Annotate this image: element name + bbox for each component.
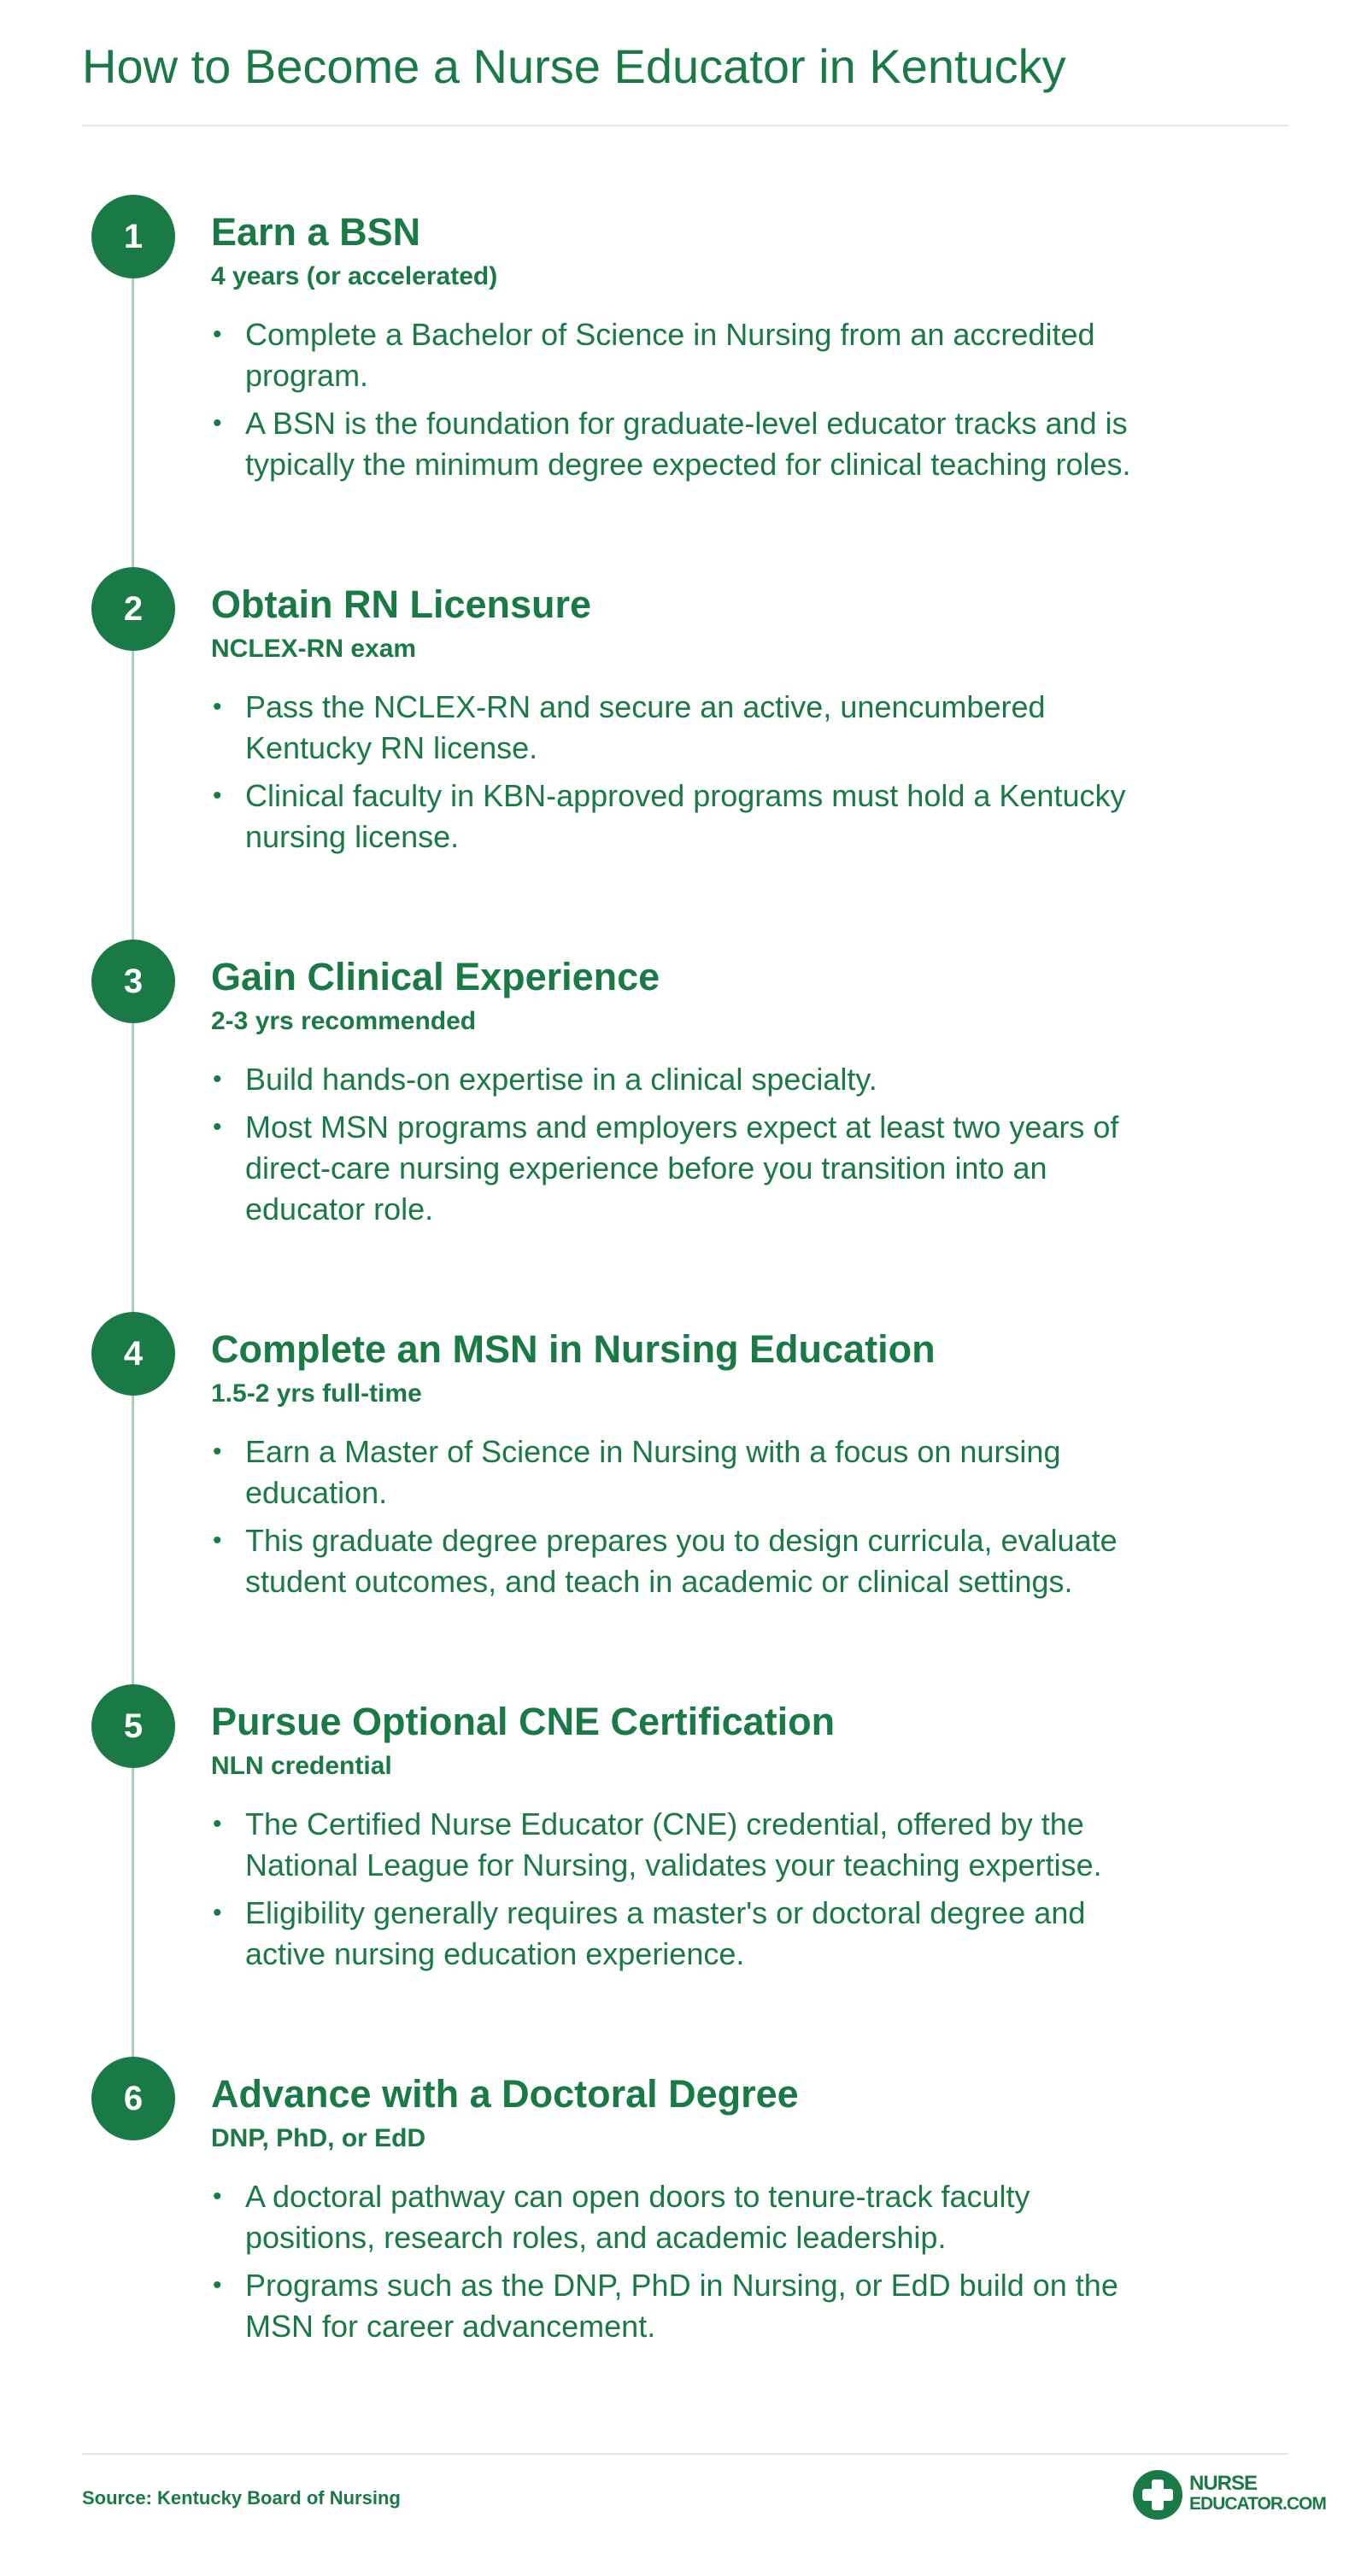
step-bullet-list xyxy=(211,314,1151,485)
bullet-icon: • xyxy=(213,1113,222,1141)
bullet-text: Complete a Bachelor of Science in Nursing from an accredited program. xyxy=(245,317,1095,393)
step-number-badge: 1 xyxy=(91,195,175,278)
timeline-line xyxy=(132,239,134,2075)
logo-wordmark xyxy=(1189,2474,1326,2515)
step-duration: 2-3 yrs recommended xyxy=(211,1007,477,1035)
step-duration: 4 years (or accelerated) xyxy=(211,262,498,290)
step-title: Pursue Optional CNE Certification xyxy=(211,1700,836,1743)
logo-line-1: NURSE xyxy=(1189,2472,1258,2495)
bullet-item xyxy=(211,1804,1151,1886)
bullet-text: Clinical faculty in KBN-approved programs must hold a Kentucky nursing license. xyxy=(245,778,1126,854)
bullet-icon: • xyxy=(213,1065,222,1093)
step-duration: 1.5-2 yrs full-time xyxy=(211,1379,422,1408)
step-number-badge: 5 xyxy=(91,1684,175,1768)
logo-line-2: EDUCATOR.COM xyxy=(1189,2494,1326,2514)
bullet-item xyxy=(211,1107,1151,1230)
step-number-badge: 6 xyxy=(91,2057,175,2140)
bullet-icon: • xyxy=(213,2271,222,2299)
step-title: Obtain RN Licensure xyxy=(211,583,592,626)
step-content xyxy=(211,1698,1151,1982)
bullet-icon: • xyxy=(213,1899,222,1927)
bullet-item xyxy=(211,1520,1151,1602)
step-bullet-list xyxy=(211,1804,1151,1975)
bullet-text: Pass the NCLEX-RN and secure an active, unencumbered Kentucky RN license. xyxy=(245,689,1046,765)
bullet-item xyxy=(211,403,1151,485)
bullet-text: A doctoral pathway can open doors to tenure-track faculty positions, research roles, and academic leadership. xyxy=(245,2179,1030,2255)
step-bullet-list xyxy=(211,1431,1151,1602)
bullet-item xyxy=(211,2176,1151,2258)
bullet-icon: • xyxy=(213,409,222,437)
bullet-item xyxy=(211,776,1151,858)
step-number-badge: 2 xyxy=(91,567,175,651)
bullet-icon: • xyxy=(213,1526,222,1554)
step-bullet-list xyxy=(211,2176,1151,2347)
step-duration: NLN credential xyxy=(211,1752,392,1780)
step-duration: DNP, PhD, or EdD xyxy=(211,2124,426,2152)
bullet-text: Eligibility generally requires a master's or doctoral degree and active nursing education experience. xyxy=(245,1895,1086,1971)
bullet-text: Most MSN programs and employers expect at least two years of direct-care nursing experience before you transition into an educator role. xyxy=(245,1109,1119,1227)
step-content xyxy=(211,953,1151,1237)
bullet-icon: • xyxy=(213,2182,222,2210)
step-bullet-list xyxy=(211,687,1151,858)
bullet-item xyxy=(211,1431,1151,1513)
step-number-badge: 4 xyxy=(91,1312,175,1396)
bullet-text: The Certified Nurse Educator (CNE) credential, offered by the National League for Nursing, validates your teaching expertise. xyxy=(245,1806,1102,1882)
bullet-icon: • xyxy=(213,782,222,810)
step-title: Advance with a Doctoral Degree xyxy=(211,2072,799,2116)
step-number-badge: 3 xyxy=(91,940,175,1023)
step-bullet-list xyxy=(211,1059,1151,1230)
bullet-icon: • xyxy=(213,1437,222,1466)
bullet-item xyxy=(211,687,1151,769)
bullet-item xyxy=(211,1059,1151,1100)
bullet-text: Build hands-on expertise in a clinical specialty. xyxy=(245,1062,877,1097)
step-duration: NCLEX-RN exam xyxy=(211,635,417,663)
bullet-text: Earn a Master of Science in Nursing with a focus on nursing education. xyxy=(245,1434,1061,1510)
page-title: How to Become a Nurse Educator in Kentucky xyxy=(82,39,1066,93)
footer-divider xyxy=(82,2453,1288,2455)
brand-logo[interactable] xyxy=(1133,2467,1326,2526)
step-content xyxy=(211,1326,1151,1609)
bullet-text: Programs such as the DNP, PhD in Nursing, or EdD build on the MSN for career advancement. xyxy=(245,2268,1118,2344)
step-title: Complete an MSN in Nursing Education xyxy=(211,1327,936,1371)
bullet-icon: • xyxy=(213,1810,222,1838)
bullet-item xyxy=(211,314,1151,396)
source-citation: Source: Kentucky Board of Nursing xyxy=(82,2487,401,2509)
bullet-icon: • xyxy=(213,320,222,348)
step-title: Gain Clinical Experience xyxy=(211,955,660,998)
step-content xyxy=(211,581,1151,864)
bullet-item xyxy=(211,1893,1151,1975)
bullet-icon: • xyxy=(213,693,222,721)
step-content xyxy=(211,2070,1151,2354)
step-content xyxy=(211,208,1151,492)
header-divider xyxy=(82,125,1288,126)
bullet-item xyxy=(211,2265,1151,2347)
bullet-text: A BSN is the foundation for graduate-level educator tracks and is typically the minimum degree expected for clinical teaching roles. xyxy=(245,406,1131,482)
bullet-text: This graduate degree prepares you to design curricula, evaluate student outcomes, and teach in academic or clinical settings. xyxy=(245,1523,1118,1599)
step-title: Earn a BSN xyxy=(211,210,421,254)
medical-cross-icon xyxy=(1133,2470,1182,2520)
